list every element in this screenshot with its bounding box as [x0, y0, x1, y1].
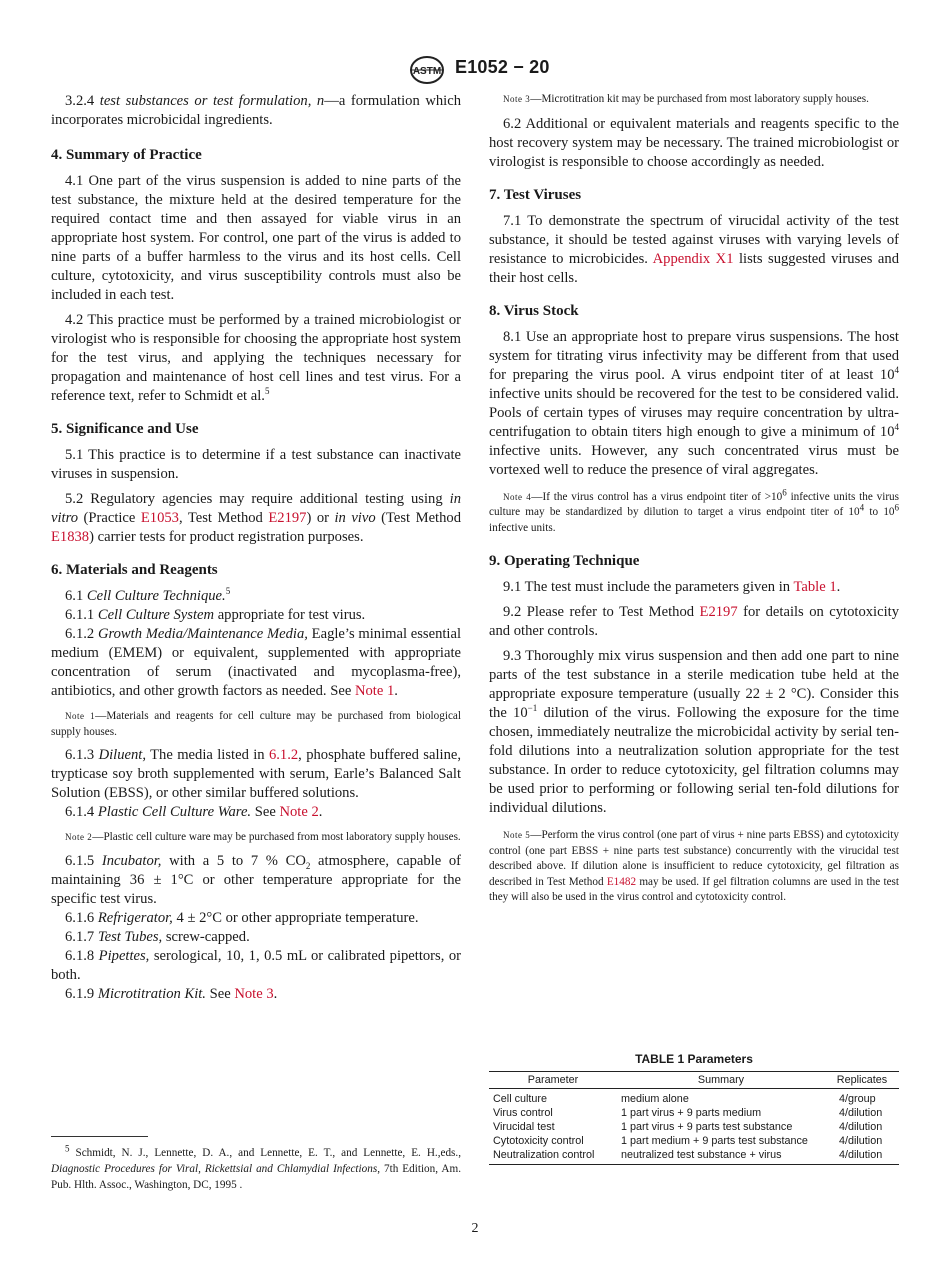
note-3: Note 3—Microtitration kit may be purchased from most laboratory supply houses. — [503, 93, 869, 105]
page-number: 2 — [471, 1221, 479, 1236]
section-6-1-8: 6.1.8 Pipettes, serological, 10, 1, 0.5 mL or calibrated pipettors, or both. — [51, 947, 461, 983]
link-e1838[interactable]: E1838 — [51, 529, 90, 545]
table-header-cell: Replicates — [825, 1072, 899, 1089]
table-cell: 4/dilution — [839, 1107, 883, 1119]
heading-significance-and-use: 5. Significance and Use — [51, 421, 199, 437]
section-9-1: 9.1 The test must include the parameters given in Table 1. — [503, 579, 841, 595]
link-note-3[interactable]: Note 3 — [234, 985, 274, 1002]
section-4-2: 4.2 This practice must be performed by a trained microbiologist or virologist who is responsible for choosing the appropriate host system for the test virus, and applying the techniques necessary for propagation and maintenance of host cell lines and test virus. For a reference text, refer to Schmidt et al.$^5$ — [51, 312, 461, 404]
section-6-1: 6.1 Cell Culture Technique.$^5$ — [65, 586, 231, 604]
document-id: E1052 − 20 — [455, 57, 550, 77]
table-row — [489, 1106, 899, 1120]
astm-logo-icon — [409, 56, 445, 84]
footnote-5: $^5$ Schmidt, N. J., Lennette, D. A., and Lennette, E. T., and Lennette, E. H.,eds., Diagnostic Procedures for Viral, Rickettsial and Chlamydial Infections, 7th Edition, Am. Pub. Hlth. Assoc., Washington, DC, 1995 . — [51, 1143, 461, 1191]
link-note-1[interactable]: Note 1 — [354, 683, 395, 699]
section-6-1-6: 6.1.6 Refrigerator, 4 ± 2°C or other appropriate temperature. — [65, 909, 419, 926]
table-cell: Cell culture — [493, 1093, 548, 1105]
table-row — [489, 1089, 899, 1107]
link-note-2[interactable]: Note 2 — [279, 804, 319, 820]
section-8-1: 8.1 Use an appropriate host to prepare virus suspensions. The host system for titrating virus infectivity may be different from that used for preparing the virus pool. A virus endpoint titer of at least $10^4$ infective units should be recovered for the test to be considered valid. Pools of certain types of viruses may require concentration by ultra-centrifugation to obtain titers high enough to give a minimum of $10^4$ infective units. However, any such concentrated virus must be vortexed well to reduce the presence of viral aggregates. — [489, 328, 899, 478]
table-header-cell: Parameter — [489, 1072, 617, 1089]
link-6-1-2[interactable]: 6.1.2 — [268, 747, 299, 763]
section-6-1-4: 6.1.4 Plastic Cell Culture Ware. See Note 2. — [65, 804, 323, 820]
table-cell: 4/group — [839, 1093, 876, 1105]
right-column — [489, 92, 899, 906]
table-cell: Cytotoxicity control — [493, 1135, 584, 1147]
section-6-1-5: 6.1.5 Incubator, with a 5 to 7 % $CO_2$ atmosphere, capable of maintaining 36 ± 1°C or other temperature appropriate for the specific test virus. — [51, 852, 462, 907]
note-2: Note 2—Plastic cell culture ware may be purchased from most laboratory supply houses. — [65, 831, 461, 843]
heading-summary-of-practice: 4. Summary of Practice — [51, 147, 202, 163]
heading-virus-stock: 8. Virus Stock — [489, 302, 579, 319]
table-cell: medium alone — [621, 1093, 689, 1105]
table-row — [489, 1148, 899, 1165]
parameters-table-wrapper — [489, 1052, 899, 1165]
section-6-1-2: 6.1.2 Growth Media/Maintenance Media, Eagle’s minimal essential medium (EMEM) or equivalent, supplemented with appropriate concentration of serum (inactivated and mycoplasma-free), antibiotics, and other growth factors as needed. See Note 1. — [51, 626, 462, 699]
table-cell: 1 part virus + 9 parts medium — [621, 1107, 762, 1119]
section-9-2: 9.2 Please refer to Test Method E2197 for details on cytotoxicity and other controls. — [489, 604, 899, 639]
section-6-1-3: 6.1.3 Diluent, The media listed in 6.1.2, phosphate buffered saline, trypticase soy broth supplemented with serum, Earle’s Balanced Salt Solution (EBSS), or other similar buffered solutions. — [51, 747, 461, 801]
table-header-cell: Summary — [617, 1072, 825, 1089]
link-e2197-b[interactable]: E2197 — [699, 604, 738, 620]
section-4-1: 4.1 One part of the virus suspension is added to nine parts of the test substance, the mixture held at the desired temperature for the required contact time and then assayed for viable virus in an appropriate host system. For control, one part of the virus is added to nine parts of a buffer harmless to the virus and its host cells. Cell culture, cytotoxicity, and virus susceptibility controls must also be included in each test. — [51, 173, 461, 303]
heading-test-viruses: 7. Test Viruses — [489, 186, 582, 203]
table-header-row — [489, 1072, 899, 1089]
section-5-1: 5.1 This practice is to determine if a test substance can inactivate viruses in suspension. — [51, 447, 461, 482]
link-e1053[interactable]: E1053 — [140, 510, 179, 526]
section-3-2-4: 3.2.4 test substances or test formulation, n—a formulation which incorporates microbicidal ingredients. — [51, 93, 461, 128]
table-cell: 4/dilution — [839, 1135, 883, 1147]
table-cell: 4/dilution — [825, 1148, 899, 1165]
section-5-2: 5.2 Regulatory agencies may require additional testing using in vitro (Practice E1053, Test Method E2197) or in vivo (Test Method E1838) carrier tests for product registration purposes. — [51, 491, 461, 545]
table-cell: Neutralization control — [489, 1148, 617, 1165]
footnote-divider — [51, 1136, 148, 1137]
table-cell: 1 part virus + 9 parts test substance — [621, 1121, 793, 1133]
svg-text:ASTM: ASTM — [412, 66, 442, 77]
table-row — [489, 1134, 899, 1148]
table-cell: neutralized test substance + virus — [617, 1148, 825, 1165]
heading-operating-technique: 9. Operating Technique — [489, 553, 640, 569]
left-column — [51, 92, 461, 1004]
table-cell: 4/dilution — [839, 1121, 883, 1133]
page-header — [0, 56, 950, 84]
link-table-1[interactable]: Table 1 — [793, 579, 837, 595]
link-e1482[interactable]: E1482 — [606, 875, 637, 888]
section-7-1: 7.1 To demonstrate the spectrum of virucidal activity of the test substance, it should be tested against viruses with varying levels of resistance to microbicides. Appendix X1 lists suggested viruses and their host cells. — [489, 212, 899, 286]
table-cell: Virucidal test — [493, 1121, 555, 1133]
section-6-2: 6.2 Additional or equivalent materials and reagents specific to the host recovery system may be necessary. The trained microbiologist or virologist is responsible to choose accordingly as needed. — [489, 115, 899, 170]
section-6-1-1: 6.1.1 Cell Culture System appropriate for test virus. — [65, 607, 366, 623]
note-1: Note 1—Materials and reagents for cell culture may be purchased from biological supply houses. — [51, 710, 461, 738]
section-6-1-7: 6.1.7 Test Tubes, screw-capped. — [65, 928, 250, 945]
heading-materials-and-reagents: 6. Materials and Reagents — [51, 562, 218, 578]
section-6-1-9: 6.1.9 Microtitration Kit. See Note 3. — [65, 985, 278, 1002]
note-5: Note 5—Perform the virus control (one part of virus + nine parts EBSS) and cytotoxicity control (one part EBSS + nine parts test substance) concurrently with the virucidal test described above. If dilution alone is insufficient to reduce cytotoxicity, gel filtration as described in Test Method E1482 may be used. If gel filtration columns are used in the test they will also be used in the virus control and cytotoxicity control. — [489, 829, 899, 903]
note-4: Note 4—If the virus control has a virus endpoint titer of $>10^6$ infective units the virus culture may be standardized by dilution to target a virus endpoint titer of $10^4$ to $10^6$ infective units. — [489, 486, 900, 534]
table-cell: Virus control — [493, 1107, 553, 1119]
table-cell: 1 part medium + 9 parts test substance — [621, 1135, 808, 1147]
table-title: TABLE 1 Parameters — [635, 1052, 753, 1066]
parameters-table — [489, 1071, 899, 1165]
table-row — [489, 1120, 899, 1134]
link-appendix-x1[interactable]: Appendix X1 — [652, 250, 734, 267]
section-9-3: 9.3 Thoroughly mix virus suspension and then add one part to nine parts of the test substance in a sterile medication tube held at the appropriate exposure temperature (usually 22 ± 2 °C). Consider this the $10^{-1}$ dilution of the virus. Following the exposure for the time chosen, immediately neutralize the microbicidal activity by serial ten-fold dilutions into a neutralization solution appropriate for the test substance. In order to reduce cytotoxicity, gel filtration columns may be used prior to performing or following serial ten-fold dilutions for individual dilutions. — [489, 648, 899, 816]
link-e2197[interactable]: E2197 — [268, 510, 307, 526]
